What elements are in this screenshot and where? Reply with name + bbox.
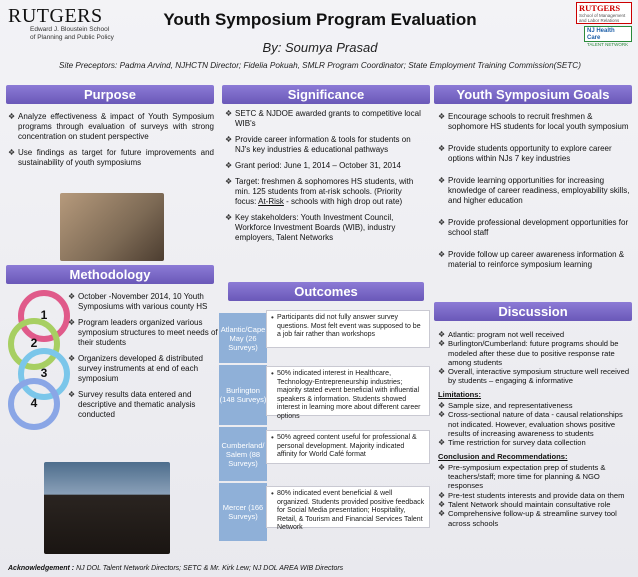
talent-network-logo — [584, 26, 632, 47]
step-circle-3: 3 — [18, 348, 70, 400]
limitation-bullet: ❖ Cross-sectional nature of data - causal relationships not indicated. However, evaluation shows positive results of increasing awareness to students — [438, 410, 623, 438]
purpose-bullet: ❖ Analyze effectiveness & impact of Youth Symposium programs through evaluation of surveys with strong concentration on student perspective — [8, 112, 214, 141]
diamond-bullet-icon: ❖ — [438, 367, 446, 377]
goal-bullet: ❖ Provide professional development opportunities for school staff — [438, 218, 629, 237]
school-name-line-2: of Planning and Public Policy — [30, 33, 114, 41]
discussion-header: Discussion — [434, 302, 632, 321]
conclusion-heading: Conclusion and Recommendations: — [438, 451, 568, 461]
conclusion-bullet: ❖ Talent Network should maintain consultative role — [438, 500, 611, 510]
diamond-bullet-icon: ❖ — [438, 339, 446, 349]
goal-bullet: ❖ Encourage schools to recruit freshmen & sophomore HS students for local youth symposium — [438, 112, 629, 131]
diamond-bullet-icon: ❖ — [225, 135, 233, 144]
school-name-line-1: Edward J. Bloustein School — [30, 26, 110, 33]
purpose-section — [8, 112, 214, 174]
site-preceptors: Site Preceptors: Padma Arvind, NJHCTN Director; Fidelia Pokuah, SMLR Program Coordinator; State Employment Training Commission(SETC) — [59, 61, 581, 70]
methodology-bullet: ❖ Organizers developed & distributed survey instruments at end of each symposium — [68, 354, 203, 383]
diamond-bullet-icon: ❖ — [438, 144, 446, 153]
diamond-bullet-icon: ❖ — [438, 438, 446, 448]
significance-bullet: ❖ SETC & NJDOE awarded grants to competitive local WIB's — [225, 109, 421, 128]
diamond-bullet-icon: ❖ — [438, 218, 446, 227]
discussion-section — [438, 330, 634, 528]
outcome-box-burlington: • 50% indicated interest in Healthcare, Technology-Entrepreneurship industries; majority stated event beneficial with influential speakers & information. Students showed interest in learning more about different career options — [266, 366, 430, 416]
significance-bullet: ❖ Key stakeholders: Youth Investment Council, Workforce Investment Boards (WIB), industry employers, Talent Networks — [225, 213, 396, 242]
diamond-bullet-icon: ❖ — [438, 500, 446, 510]
outcome-box-atlantic: • Participants did not fully answer survey questions. Most felt event was supposed to be a job fair rather than workshops — [266, 310, 430, 348]
outcome-box-cumberland: • 50% agreed content useful for professional & personal development. Majority indicated affinity for World Café format — [266, 430, 430, 464]
graduates-photo — [44, 462, 170, 554]
outcome-label-mercer: Mercer (166 Surveys) — [219, 483, 267, 541]
diamond-bullet-icon: ❖ — [438, 490, 446, 500]
diamond-bullet-icon: ❖ — [438, 112, 446, 121]
step-circle-2: 2 — [8, 318, 60, 370]
significance-bullet: ❖ Target: freshmen & sophomores HS students, with min. 125 students from at-risk schools. (Priority focus: At-Risk - schools with high drop out rate) — [225, 177, 414, 206]
significance-header: Significance — [222, 85, 430, 104]
methodology-bullet: ❖ Survey results data entered and descriptive and thematic analysis conducted — [68, 390, 196, 419]
goal-bullet: ❖ Provide learning opportunities for increasing knowledge of career readiness, employability skills, and higher education — [438, 176, 630, 205]
conclusion-bullet: ❖ Pre-symposium expectation prep of students & teachers/staff; more time for planning & NGO responses — [438, 462, 606, 491]
methodology-bullet: ❖ Program leaders organized various symposium structures to meet needs of their students — [68, 318, 218, 347]
outcome-label-atlantic: Atlantic/Cape May (26 Surveys) — [219, 313, 267, 363]
diamond-bullet-icon: ❖ — [68, 318, 76, 327]
diamond-bullet-icon: ❖ — [438, 330, 446, 339]
step-circle-4: 4 — [8, 378, 60, 430]
methodology-header: Methodology — [6, 265, 214, 284]
diamond-bullet-icon: ❖ — [225, 213, 233, 222]
limitation-bullet: ❖ Sample size, and representativeness — [438, 401, 573, 411]
diamond-bullet-icon: ❖ — [225, 161, 233, 170]
purpose-header: Purpose — [6, 85, 214, 104]
poster-title: Youth Symposium Program Evaluation — [163, 10, 477, 29]
diamond-bullet-icon: ❖ — [68, 292, 76, 301]
diamond-bullet-icon: ❖ — [438, 176, 446, 185]
outcome-box-mercer: • 80% indicated event beneficial & well organized. Students provided positive feedback for Social Media presentation; Hospitality, Retail, & Tourism and Financial Services Talent Network — [266, 486, 430, 528]
diamond-bullet-icon: ❖ — [68, 354, 76, 363]
discussion-bullet: ❖ Atlantic: program not well received — [438, 330, 565, 339]
acknowledgement: Acknowledgement : NJ DOL Talent Network Directors; SETC & Mr. Kirk Lew; NJ DOL AREA WIB Directors — [8, 565, 344, 572]
goals-section — [438, 112, 632, 276]
discussion-bullet: ❖ Overall, interactive symposium structure well received by students – engaging & informative — [438, 367, 630, 386]
diamond-bullet-icon: ❖ — [438, 509, 446, 519]
outcomes-header: Outcomes — [228, 282, 424, 301]
goal-bullet: ❖ Provide follow up career awareness information & material to reinforce symposium learning — [438, 250, 625, 269]
limitation-bullet: ❖ Time restriction for survey data collection — [438, 438, 586, 448]
discussion-bullet: ❖ Burlington/Cumberland: future programs should be modeled after these due to positive response rate among students — [438, 339, 619, 367]
conclusion-bullet: ❖ Comprehensive follow-up & streamline survey tool across schools — [438, 509, 617, 528]
significance-bullet: ❖ Provide career information & tools for students on NJ's key industries & educational pathways — [225, 135, 411, 154]
purpose-bullet: ❖ Use findings as target for future improvements and sustainability of youth symposiums — [8, 148, 214, 167]
conclusion-bullet: ❖ Pre-test students interests and provide data on them — [438, 490, 625, 500]
diamond-bullet-icon: ❖ — [438, 410, 446, 420]
significance-bullet: ❖ Grant period: June 1, 2014 – October 31, 2014 — [225, 161, 401, 170]
smlr-logo — [576, 2, 632, 24]
goals-header: Youth Symposium Goals — [434, 85, 632, 104]
diamond-bullet-icon: ❖ — [438, 462, 446, 472]
rutgers-logo — [8, 6, 128, 41]
diamond-bullet-icon: ❖ — [438, 401, 446, 411]
significance-section — [225, 109, 425, 249]
goal-bullet: ❖ Provide students opportunity to explore career options within NJs 7 key industries — [438, 144, 612, 163]
methodology-bullet: ❖ October -November 2014, 10 Youth Symposiums with various county HS — [68, 292, 208, 311]
diamond-bullet-icon: ❖ — [68, 390, 76, 399]
students-photo — [60, 193, 164, 261]
methodology-section — [68, 292, 218, 426]
talent-network-logo-name: NJ Health Care — [587, 28, 615, 41]
diamond-bullet-icon: ❖ — [8, 112, 16, 121]
diamond-bullet-icon: ❖ — [225, 177, 233, 186]
talent-network-logo-sub: TALENT NETWORK — [587, 42, 629, 47]
smlr-logo-name: RUTGERS — [579, 3, 621, 13]
poster-author: By: Soumya Prasad — [262, 40, 378, 55]
university-name: RUTGERS — [8, 5, 103, 27]
diamond-bullet-icon: ❖ — [438, 250, 446, 259]
outcome-label-burlington: Burlington (148 Surveys) — [219, 365, 267, 425]
at-risk-term: At-Risk — [258, 197, 284, 206]
smlr-logo-sub: School of Management and Labor Relations — [579, 13, 626, 23]
diamond-bullet-icon: ❖ — [225, 109, 233, 118]
limitations-heading: Limitations: — [438, 389, 482, 399]
diamond-bullet-icon: ❖ — [8, 148, 16, 157]
outcome-label-cumberland: Cumberland/ Salem (88 Surveys) — [219, 427, 267, 481]
step-circle-1: 1 — [18, 290, 70, 342]
